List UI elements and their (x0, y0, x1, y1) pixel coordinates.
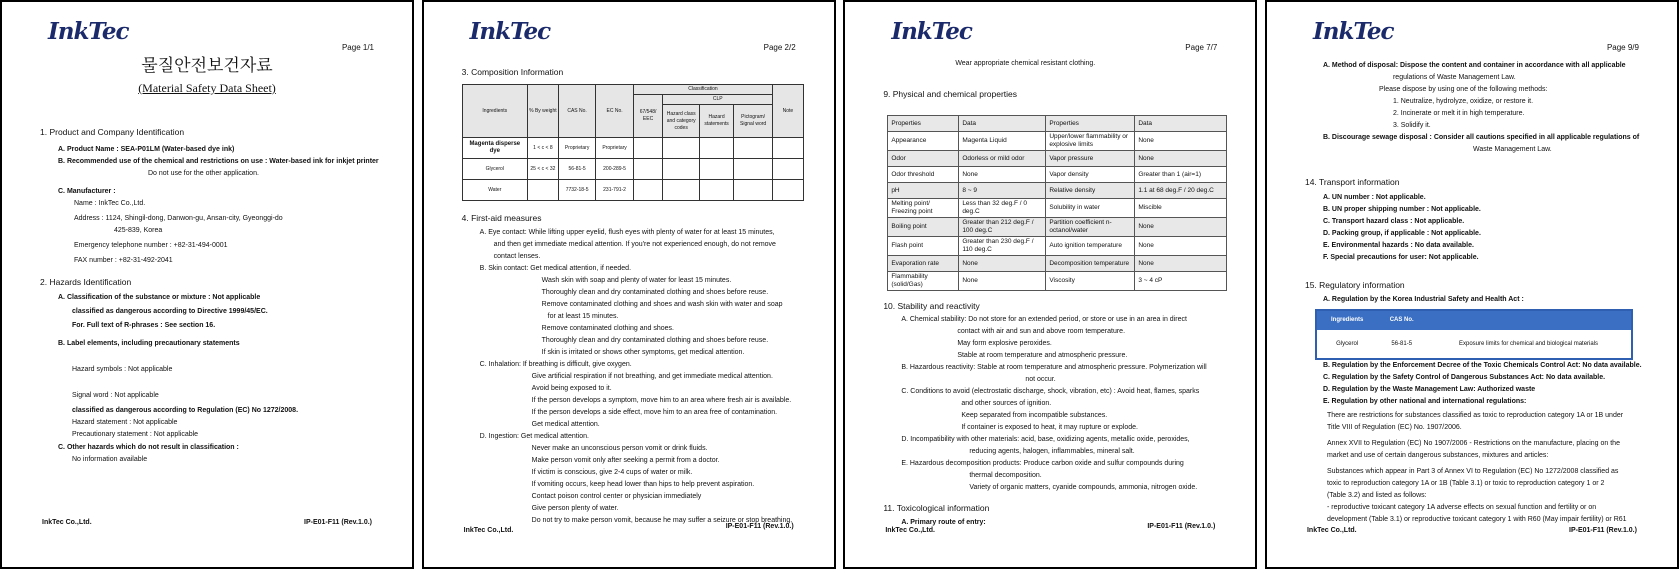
footer-doc-code: IP-E01-F11 (Rev.1.0.) (725, 523, 794, 530)
table-row (462, 180, 803, 201)
table-cell: None (959, 167, 1046, 183)
table-cell: Viscosity (1046, 272, 1135, 291)
regulatory-line: B. Regulation by the Enforcement Decree of the Toxic Chemicals Control Act: No data available. (1322, 362, 1642, 369)
table-cell: None (1135, 256, 1227, 272)
table-cell: 56-81-5 (1377, 330, 1426, 360)
page-1 (0, 0, 414, 569)
table-cell: None (1135, 151, 1227, 167)
classification-line: classified as dangerous according to Directive 1999/45/EC. (72, 308, 268, 315)
table-cell: 200-289-5 (596, 159, 633, 180)
brand-logo: InkTec (891, 18, 972, 45)
table-cell: Glycerol (1316, 330, 1377, 360)
first-aid-line: Wash skin with soap and plenty of water for least 15 minutes. (541, 277, 732, 284)
title-korean: 물질안전보건자료 (141, 56, 273, 75)
brand-logo: InkTec (48, 18, 129, 45)
table-cell: Data (959, 116, 1046, 132)
table-cell: None (959, 256, 1046, 272)
table-cell: 25 < c < 32 (527, 159, 558, 180)
stability-line: Stable at room temperature and atmospheric pressure. (957, 352, 1128, 359)
first-aid-line: Thoroughly clean and dry contaminated clothing and shoes before reuse. (541, 337, 769, 344)
first-aid-line: C. Inhalation: If breathing is difficult, give oxygen. (479, 361, 632, 368)
footer-company: InkTec Co.,Ltd. (1306, 527, 1357, 534)
first-aid-line: Make person vomit only after seeking a permit from a doctor. (531, 457, 720, 464)
regulatory-line: E. Regulation by other national and international regulations: (1322, 398, 1527, 405)
table-cell: 56-81-5 (558, 159, 595, 180)
table-row (462, 138, 803, 159)
page-number: Page 2/2 (763, 43, 796, 52)
table-cell: Flammability (solid/Gas) (888, 272, 959, 291)
title-english: (Material Safety Data Sheet) (138, 81, 276, 95)
table-row (888, 272, 1227, 291)
regulatory-line: D. Regulation by the Waste Management Law: Authorized waste (1322, 386, 1536, 393)
recommended-use-text: B. Recommended use of the chemical and restrictions on use : Water-based ink for inkjet printer (58, 158, 379, 165)
section-heading: 15. Regulatory information (1304, 280, 1405, 290)
col-header: CAS No. (558, 85, 595, 138)
regulatory-para: - reproductive toxicant category 1A adverse effects on sexual function and fertility or on (1326, 504, 1597, 511)
table-row (462, 159, 803, 180)
table-cell: Evaporation rate (888, 256, 959, 272)
footer-company: InkTec Co.,Ltd. (42, 519, 92, 526)
regulatory-para: development (Table 3.1) or reproductive toxicant category 1 with R60 (May impair fertility) or R61 (1326, 516, 1627, 523)
table-cell: 1 < c < 8 (527, 138, 558, 159)
fax-number: FAX number : +82-31-492-2041 (74, 257, 173, 264)
regulatory-line: C. Regulation by the Safety Control of Dangerous Substances Act: No data available. (1322, 374, 1606, 381)
page-2 (422, 0, 836, 569)
footer-company: InkTec Co.,Ltd. (885, 527, 935, 534)
table-cell: None (1135, 237, 1227, 256)
regulatory-para: toxic to reproduction category 1A or 1B (Table 3.1) or toxic to reproduction category 1 or 2 (1326, 480, 1605, 487)
disposal-line: B. Discourage sewage disposal : Consider all cautions specified in all applicable regulations of (1322, 134, 1640, 141)
table-cell: Vapor density (1046, 167, 1135, 183)
table-cell: Vapor pressure (1046, 151, 1135, 167)
other-hazards-heading: C. Other hazards which do not result in classification : (58, 444, 239, 451)
section-heading: 3. Composition Information (461, 67, 564, 77)
regulatory-para: Substances which appear in Part 3 of Annex VI to Regulation (EC) No 1272/2008 classified as (1326, 468, 1619, 475)
transport-line: B. UN proper shipping number : Not applicable. (1322, 206, 1481, 213)
table-row (888, 116, 1227, 132)
table-cell: Flash point (888, 237, 959, 256)
footer-doc-code: IP-E01-F11 (Rev.1.0.) (304, 519, 372, 526)
disposal-line: Please dispose by using one of the following methods: (1378, 86, 1548, 93)
regulatory-para: Title VIII of Regulation (EC) No. 1907/2006. (1326, 424, 1462, 431)
table-row (888, 167, 1227, 183)
page-number: Page 1/1 (341, 43, 374, 52)
stability-line (901, 314, 1206, 326)
stability-line: thermal decomposition. (969, 472, 1042, 479)
hazard-symbols: Hazard symbols : Not applicable (72, 366, 173, 373)
transport-line: E. Environmental hazards : No data available. (1322, 242, 1474, 249)
table-cell: Exposure limits for chemical and biological materials (1426, 330, 1632, 360)
stability-line: Variety of organic matters, cyanide compounds, ammonia, nitrogen oxide. (969, 484, 1198, 491)
col-header: Hazard class and category codes (663, 105, 700, 138)
address-line: 425-839, Korea (114, 227, 163, 234)
classification-line: A. Classification of the substance or mixture : Not applicable (58, 294, 261, 301)
toxicology-line: A. Primary route of entry: (901, 519, 986, 526)
first-aid-line: Never make an unconscious person vomit or drink fluids. (531, 445, 708, 452)
top-line: Wear appropriate chemical resistant clothing. (955, 60, 1096, 67)
first-aid-line: Give artificial respiration if not breathing, and get immediate medical attention. (531, 373, 773, 380)
stability-line: B. Hazardous reactivity: Stable at room temperature and atmospheric pressure. Polymerization will (901, 364, 1207, 371)
table-cell (527, 180, 558, 201)
first-aid-line: If the person develops a symptom, move him to an area where fresh air is available. (531, 397, 792, 404)
table-cell: Proprietary (558, 138, 595, 159)
emergency-phone: Emergency telephone number : +82-31-494-0001 (74, 242, 228, 249)
table-cell: Magenta Liquid (959, 132, 1046, 151)
stability-line: May form explosive peroxides. (957, 340, 1052, 347)
col-header: Hazard statements (700, 105, 734, 138)
table-row (1316, 330, 1632, 360)
col-header (1426, 310, 1632, 330)
first-aid-line: If skin is irritated or shows other symptoms, get medical attention. (541, 349, 745, 356)
transport-line: C. Transport hazard class : Not applicable. (1322, 218, 1465, 225)
first-aid-line: D. Ingestion: Get medical attention. (479, 433, 589, 440)
table-cell: Miscible (1135, 199, 1227, 218)
table-row (888, 256, 1227, 272)
first-aid-line: Give person plenty of water. (531, 505, 619, 512)
first-aid-line: Thoroughly clean and dry contaminated clothing and shoes before reuse. (541, 289, 769, 296)
section-heading: 9. Physical and chemical properties (883, 89, 1018, 99)
first-aid-line: If vomiting occurs, keep head lower than hips to help prevent aspiration. (531, 481, 755, 488)
col-header: CLP (663, 95, 773, 105)
table-cell: Magenta disperse dye (462, 138, 527, 159)
label-elements-heading: B. Label elements, including precautionary statements (58, 340, 240, 347)
stability-line: Keep separated from incompatible substances. (961, 412, 1108, 419)
stability-line: D. Incompatibility with other materials: acid, base, oxidizing agents, metallic oxide, peroxides, (901, 436, 1190, 443)
table-cell: Odor (888, 151, 959, 167)
disposal-line: regulations of Waste Management Law. (1392, 74, 1516, 81)
stability-line: If container is exposed to heat, it may rupture or explode. (961, 424, 1138, 431)
hazard-statement: Hazard statement : Not applicable (72, 419, 178, 426)
table-cell: Greater than 1 (air=1) (1135, 167, 1227, 183)
first-aid-line: Get medical attention. (531, 421, 600, 428)
transport-line: D. Packing group, if applicable : Not applicable. (1322, 230, 1481, 237)
page-number: Page 7/7 (1185, 43, 1218, 52)
no-info: No information available (72, 456, 148, 463)
page-3 (843, 0, 1257, 569)
stability-line: E. Hazardous decomposition products: Produce carbon oxide and sulfur compounds during (901, 460, 1184, 467)
table-cell: Properties (888, 116, 959, 132)
properties-table (887, 115, 1227, 291)
col-header: Classification (633, 85, 772, 95)
table-cell: None (1135, 132, 1227, 151)
regulation-line: classified as dangerous according to Regulation (EC) No 1272/2008. (72, 407, 299, 414)
table-row (888, 132, 1227, 151)
brand-logo: InkTec (1312, 18, 1394, 45)
first-aid-line: Contact poison control center or physician immediately (531, 493, 702, 500)
footer-company: InkTec Co.,Ltd. (463, 527, 514, 534)
stability-line: and other sources of ignition. (961, 400, 1052, 407)
composition-table (462, 84, 804, 201)
section-heading: 4. First-aid measures (461, 213, 542, 223)
table-cell: Data (1135, 116, 1227, 132)
regulatory-para: There are restrictions for substances classified as toxic to reproduction category 1A or 1B under (1326, 412, 1624, 419)
page-number: Page 9/9 (1606, 43, 1639, 52)
col-header: Ingredients (462, 85, 527, 138)
table-cell: None (959, 272, 1046, 291)
stability-text: A. Chemical stability: Do not store for an extended period, or store or use in an area in direct (901, 316, 1187, 323)
first-aid-line: Avoid being exposed to it. (531, 385, 612, 392)
table-cell: Upper/lower flammability or explosive limits (1046, 132, 1135, 151)
table-cell: 8 ~ 9 (959, 183, 1046, 199)
table-cell: Odorless or mild odor (959, 151, 1046, 167)
table-cell: Appearance (888, 132, 959, 151)
section-heading: 11. Toxicological information (883, 503, 990, 513)
stability-line: not occur. (1025, 376, 1056, 383)
brand-logo: InkTec (469, 18, 551, 45)
table-cell: 1.1 at 68 deg.F / 20 deg.C (1135, 183, 1227, 199)
signal-word: Signal word : Not applicable (72, 392, 159, 399)
table-cell: Glycerol (462, 159, 527, 180)
section-heading: 1. Product and Company Identification (40, 127, 185, 137)
col-header: EC No. (596, 85, 633, 138)
section-heading: 10. Stability and reactivity (883, 301, 980, 311)
table-cell: 3 ~ 4 cP (1135, 272, 1227, 291)
first-aid-line: If victim is conscious, give 2-4 cups of water or milk. (531, 469, 693, 476)
col-header: % By weight (527, 85, 558, 138)
col-header: 67/548/ EEC (633, 95, 663, 138)
regulatory-para: Annex XVII to Regulation (EC) No 1907/2006 - Restrictions on the manufacture, placing on the (1326, 440, 1620, 447)
table-row (888, 199, 1227, 218)
recommended-use (58, 156, 379, 168)
table-cell: Properties (1046, 116, 1135, 132)
disposal-line: 3. Solidify it. (1392, 122, 1431, 129)
stability-line: C. Conditions to avoid (electrostatic discharge, shock, vibration, etc) : Avoid heat, flames, sparks (901, 388, 1200, 395)
page-4 (1265, 0, 1679, 569)
table-cell: 231-791-2 (596, 180, 633, 201)
table-cell: pH (888, 183, 959, 199)
table-row (888, 218, 1227, 237)
section-heading: 2. Hazards Identification (40, 277, 132, 287)
stability-line: contact with air and sun and above room temperature. (957, 328, 1126, 335)
first-aid-line: If the person develops a side effect, move him to an area free of contamination. (531, 409, 778, 416)
classification-line: For. Full text of R-phrases : See section 16. (72, 322, 216, 329)
col-header: Note (773, 85, 803, 138)
table-cell: Less than 32 deg.F / 0 deg.C (959, 199, 1046, 218)
table-cell: Decomposition temperature (1046, 256, 1135, 272)
table-row (888, 151, 1227, 167)
table-cell: Greater than 230 deg.F / 110 deg.C (959, 237, 1046, 256)
first-aid-line: Remove contaminated clothing and shoes and wash skin with water and soap (541, 301, 783, 308)
table-cell: Greater than 212 deg.F / 100 deg.C (959, 218, 1046, 237)
first-aid-line: contact lenses. (493, 253, 541, 260)
footer-doc-code: IP-E01-F11 (Rev.1.0.) (1569, 527, 1637, 534)
first-aid-line: Do not try to make person vomit, because he may suffer a seizure or stop breathing. (531, 517, 793, 524)
table-cell: 7732-18-5 (558, 180, 595, 201)
table-cell: None (1135, 218, 1227, 237)
first-aid-line: for at least 15 minutes. (547, 313, 619, 320)
address-line: Address : 1124, Shingil-dong, Danwon-gu, Ansan-city, Gyeonggi-do (74, 215, 283, 222)
table-cell: Partition coefficient n-octanol/water (1046, 218, 1135, 237)
regulatory-para: (Table 3.2) and listed as follows: (1326, 492, 1427, 499)
disposal-line: 1. Neutralize, hydrolyze, oxidize, or restore it. (1392, 98, 1534, 105)
table-cell: Melting point/ Freezing point (888, 199, 959, 218)
table-cell: Odor threshold (888, 167, 959, 183)
col-header: Ingredients (1316, 310, 1377, 330)
table-cell: Boiling point (888, 218, 959, 237)
company-name: Name : InkTec Co.,Ltd. (74, 200, 146, 207)
first-aid-line: Remove contaminated clothing and shoes. (541, 325, 674, 332)
col-header: CAS No. (1377, 310, 1426, 330)
recommended-use-cont: Do not use for the other application. (148, 170, 259, 177)
disposal-line: 2. Incinerate or melt it in high temperature. (1392, 110, 1525, 117)
first-aid-line: A. Eye contact: While lifting upper eyelid, flush eyes with plenty of water for at least 15 minutes, (479, 229, 775, 236)
table-cell: Auto ignition temperature (1046, 237, 1135, 256)
precautionary-statement: Precautionary statement : Not applicable (72, 431, 199, 438)
footer-doc-code: IP-E01-F11 (Rev.1.0.) (1147, 523, 1216, 530)
product-name: A. Product Name : SEA-P01LM (Water-based dye ink) (58, 146, 235, 153)
stability-line: reducing agents, halogen, inflammables, mineral salt. (969, 448, 1135, 455)
col-header: Pictogram/ Signal word (734, 105, 773, 138)
first-aid-line: B. Skin contact: Get medical attention, if needed. (479, 265, 632, 272)
regulatory-line: A. Regulation by the Korea Industrial Safety and Health Act : (1322, 296, 1524, 303)
table-cell: Relative density (1046, 183, 1135, 199)
table-cell: Proprietary (596, 138, 633, 159)
transport-line: A. UN number : Not applicable. (1322, 194, 1426, 201)
table-row (888, 237, 1227, 256)
section-heading: 14. Transport information (1304, 177, 1400, 187)
disposal-line: A. Method of disposal: Dispose the content and container in accordance with all applicable (1322, 62, 1626, 69)
table-cell: Water (462, 180, 527, 201)
transport-line: F. Special precautions for user: Not applicable. (1322, 254, 1479, 261)
table-row (888, 183, 1227, 199)
regulatory-table (1315, 309, 1633, 360)
regulatory-para: market and use of certain dangerous substances, mixtures and articles: (1326, 452, 1549, 459)
table-cell: Solubility in water (1046, 199, 1135, 218)
disposal-line: Waste Management Law. (1472, 146, 1552, 153)
first-aid-line: and then get immediate medical attention. If you're not experienced enough, do not remove (493, 241, 776, 248)
manufacturer-heading: C. Manufacturer : (58, 188, 116, 195)
